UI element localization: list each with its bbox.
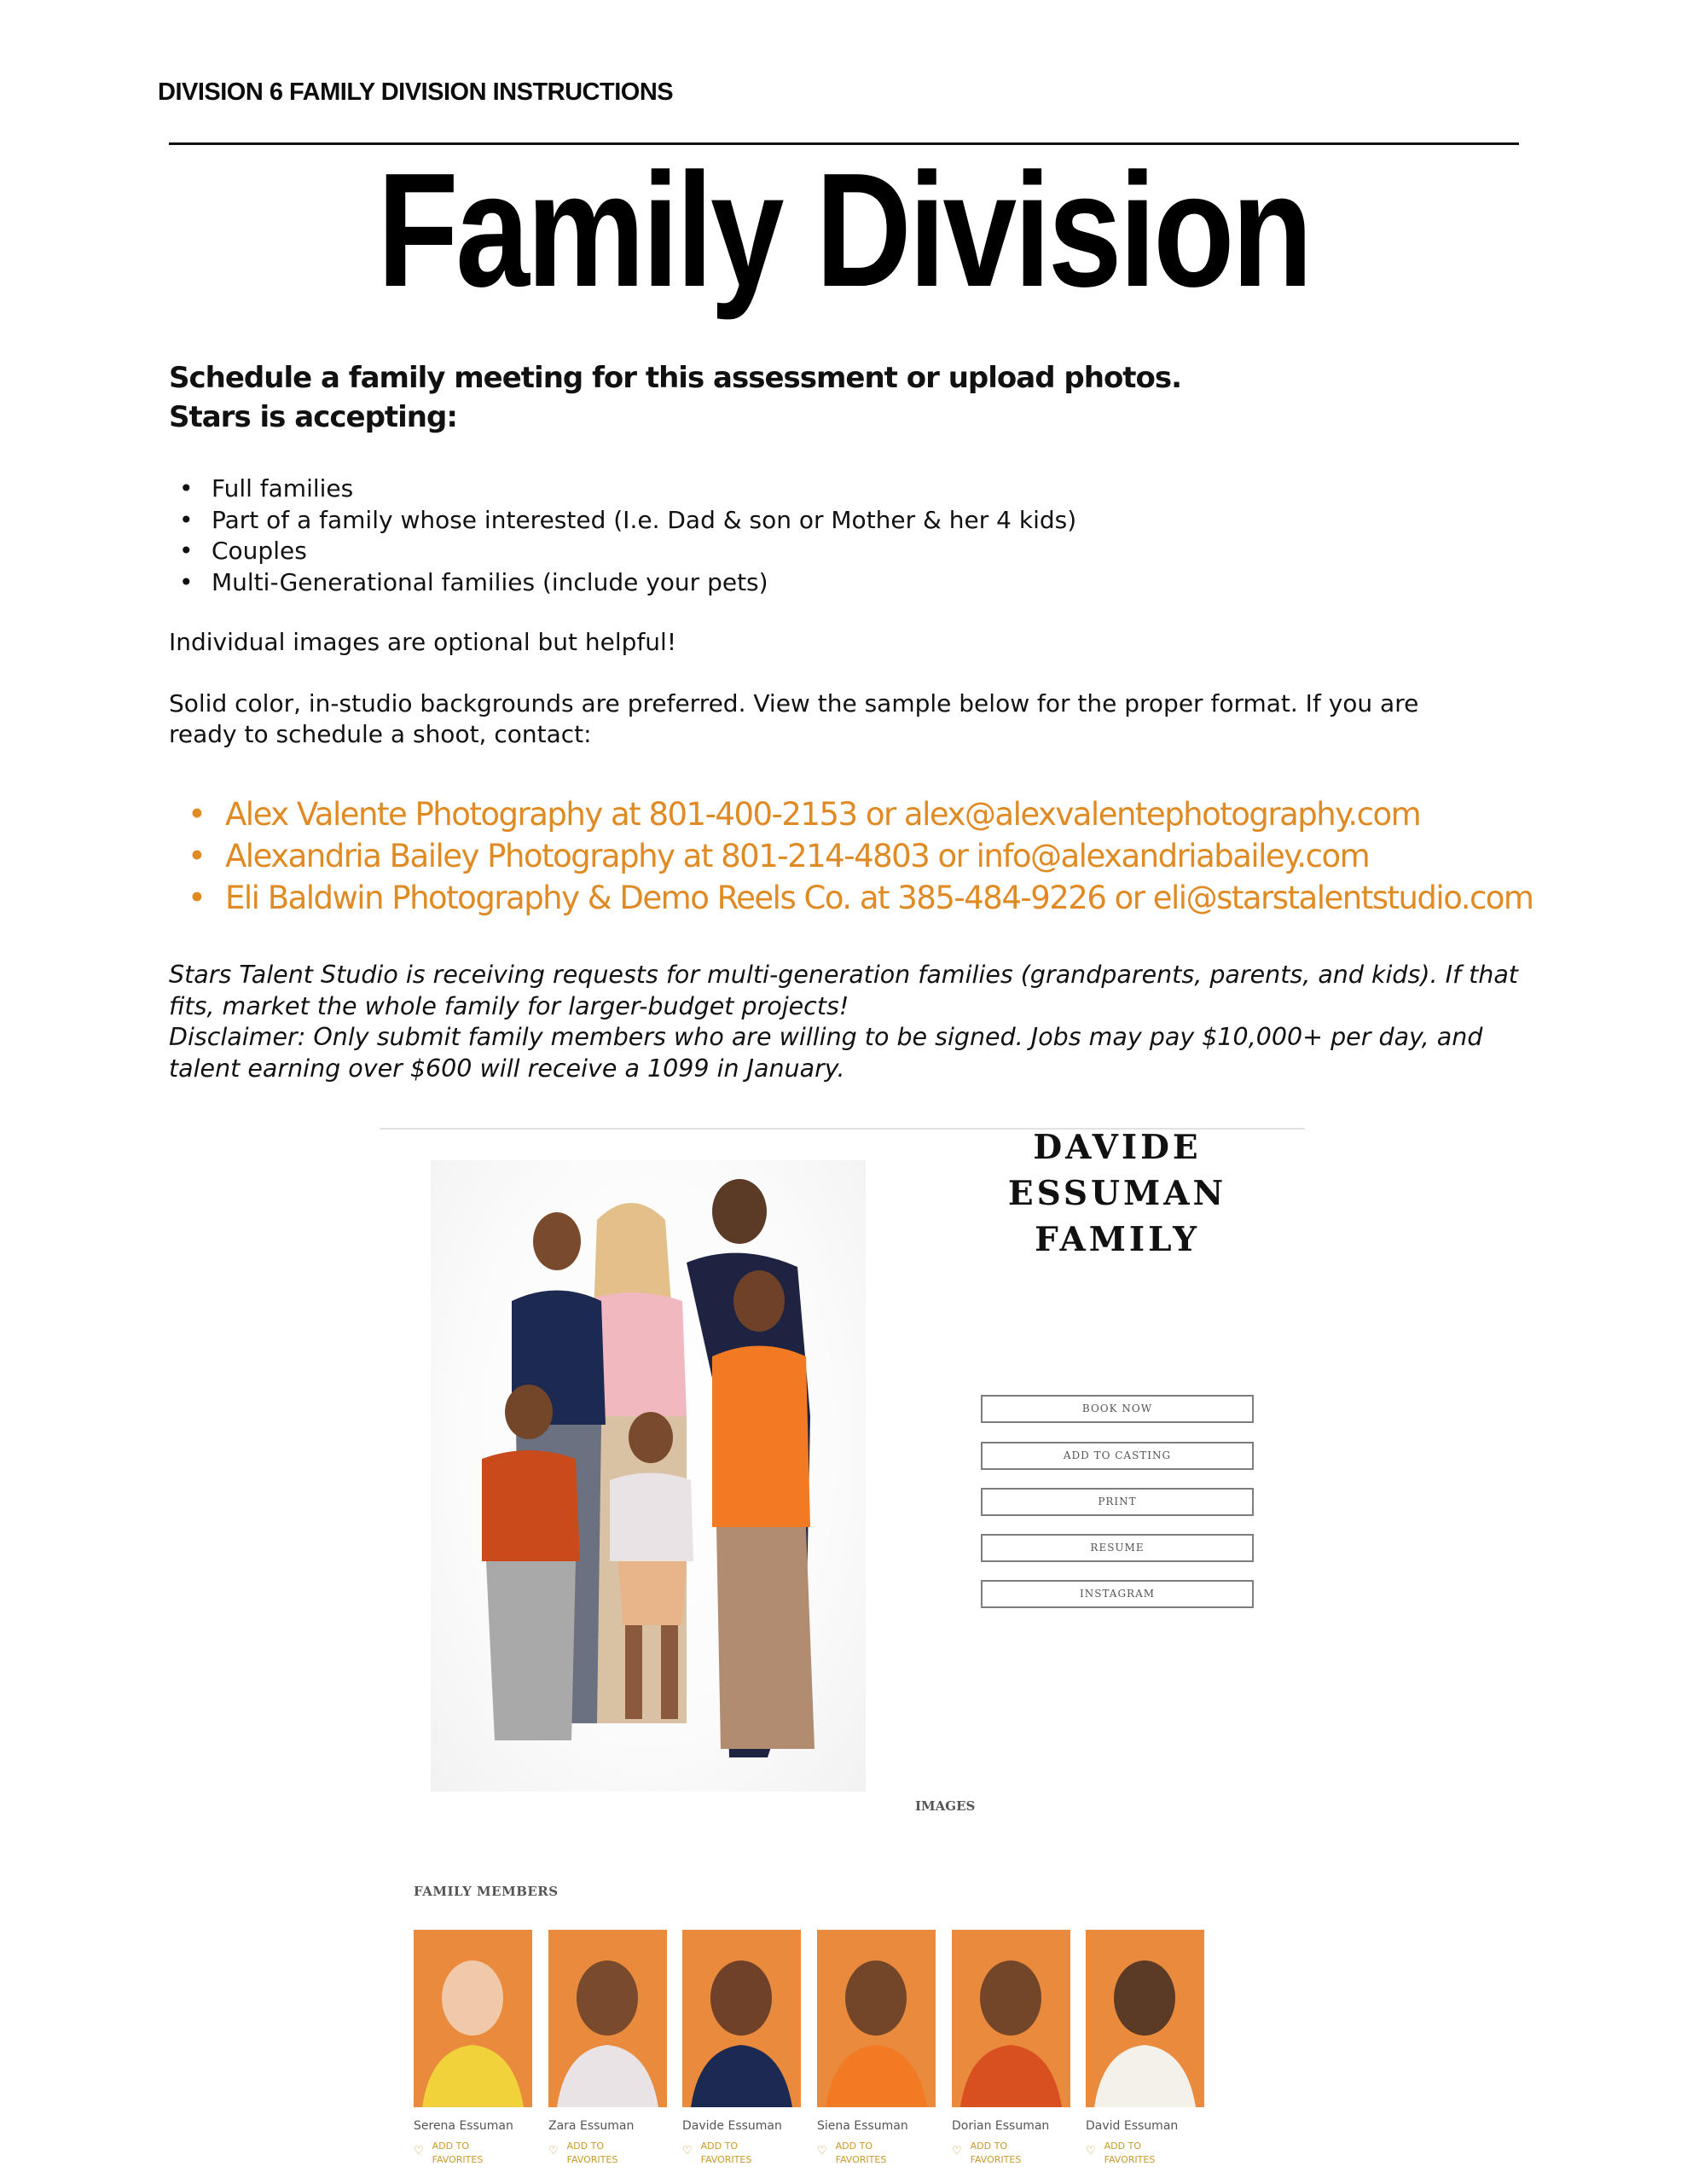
add-to-casting-button[interactable]: ADD TO CASTING [981, 1442, 1254, 1470]
favorites-label: ADD TO FAVORITES [970, 2140, 1022, 2165]
contact-list [188, 793, 1533, 919]
family-photo [431, 1160, 866, 1792]
page-title: Family Division [377, 140, 1311, 321]
add-to-favorites-link[interactable] [548, 2140, 667, 2167]
document-header-label: DIVISION 6 FAMILY DIVISION INSTRUCTIONS [158, 78, 674, 106]
family-name-line-2: FAMILY [1035, 1220, 1200, 1259]
intro-heading [169, 358, 1181, 437]
family-photo-illustration [431, 1160, 866, 1792]
list-item: • Part of a family whose interested (I.e. Dad & son or Mother & her 4 kids) [179, 505, 1076, 537]
member-name[interactable]: Serena Essuman [414, 2119, 513, 2133]
favorites-label: ADD TO FAVORITES [1104, 2140, 1156, 2165]
favorites-label: ADD TO FAVORITES [835, 2140, 887, 2165]
family-member-card[interactable] [952, 1930, 1070, 2167]
backgrounds-note: Solid color, in-studio backgrounds are preferred. View the sample below for the proper format. If you are ready to schedule a shoot, contact: [169, 689, 1419, 748]
contact-eli-baldwin[interactable]: • Eli Baldwin Photography & Demo Reels Co. at 385-484-9226 or eli@starstalentstudio.com [188, 877, 1533, 919]
sample-family-name [930, 1124, 1305, 1263]
accepting-list [179, 473, 1076, 598]
member-portrait[interactable] [817, 1930, 936, 2107]
heart-icon: ♡ [952, 2145, 962, 2158]
heart-icon: ♡ [414, 2145, 424, 2158]
contact-alexandria-bailey[interactable]: • Alexandria Bailey Photography at 801-214-4803 or info@alexandriabailey.com [188, 835, 1533, 877]
family-member-card[interactable] [548, 1930, 667, 2167]
member-portrait[interactable] [548, 1930, 667, 2107]
member-name[interactable]: David Essuman [1086, 2119, 1179, 2133]
disclaimer-note: Disclaimer: Only submit family members who are willing to be signed. Jobs may pay $10,000+ per day, and talent earning over $600 will receive a 1099 in January. [169, 1023, 1483, 1083]
family-members-label: FAMILY MEMBERS [414, 1884, 559, 1899]
add-to-favorites-link[interactable] [1086, 2140, 1204, 2167]
instagram-button[interactable]: INSTAGRAM [981, 1580, 1254, 1608]
family-member-card[interactable] [1086, 1930, 1204, 2167]
family-name-line-1: DAVIDE ESSUMAN [1007, 1128, 1227, 1213]
resume-button[interactable]: RESUME [981, 1534, 1254, 1562]
request-note: Stars Talent Studio is receiving requests for multi-generation families (grandparents, parents, and kids). If that fits, market the whole family for larger-budget projects! [169, 961, 1518, 1020]
member-portrait[interactable] [1086, 1930, 1204, 2107]
member-name[interactable]: Davide Essuman [682, 2119, 782, 2133]
family-member-card[interactable] [414, 1930, 532, 2167]
family-member-card[interactable] [682, 1930, 801, 2167]
print-button[interactable]: PRINT [981, 1488, 1254, 1516]
intro-line-2: Stars is accepting: [169, 400, 457, 434]
member-portrait[interactable] [414, 1930, 532, 2107]
list-item: • Couples [179, 536, 1076, 567]
member-name[interactable]: Siena Essuman [817, 2119, 908, 2133]
list-item: • Multi-Generational families (include your pets) [179, 567, 1076, 599]
list-item: • Full families [179, 473, 1076, 505]
images-label: IMAGES [915, 1798, 976, 1814]
book-now-button[interactable]: BOOK NOW [981, 1395, 1254, 1423]
individual-note: Individual images are optional but helpful! [169, 628, 677, 656]
add-to-favorites-link[interactable] [817, 2140, 936, 2167]
intro-line-1: Schedule a family meeting for this assessment or upload photos. [169, 361, 1182, 395]
member-portrait[interactable] [682, 1930, 801, 2107]
add-to-favorites-link[interactable] [682, 2140, 801, 2167]
heart-icon: ♡ [1086, 2145, 1096, 2158]
add-to-favorites-link[interactable] [414, 2140, 532, 2167]
member-name[interactable]: Zara Essuman [548, 2119, 635, 2133]
heart-icon: ♡ [682, 2145, 693, 2158]
member-name[interactable]: Dorian Essuman [952, 2119, 1050, 2133]
favorites-label: ADD TO FAVORITES [566, 2140, 618, 2165]
heart-icon: ♡ [548, 2145, 559, 2158]
family-member-card[interactable] [817, 1930, 936, 2167]
contact-alex-valente[interactable]: • Alex Valente Photography at 801-400-2153 or alex@alexvalentephotography.com [188, 793, 1533, 835]
heart-icon: ♡ [817, 2145, 827, 2158]
italic-notes [169, 960, 1533, 1084]
add-to-favorites-link[interactable] [952, 2140, 1070, 2167]
favorites-label: ADD TO FAVORITES [432, 2140, 484, 2165]
member-portrait[interactable] [952, 1930, 1070, 2107]
favorites-label: ADD TO FAVORITES [700, 2140, 752, 2165]
